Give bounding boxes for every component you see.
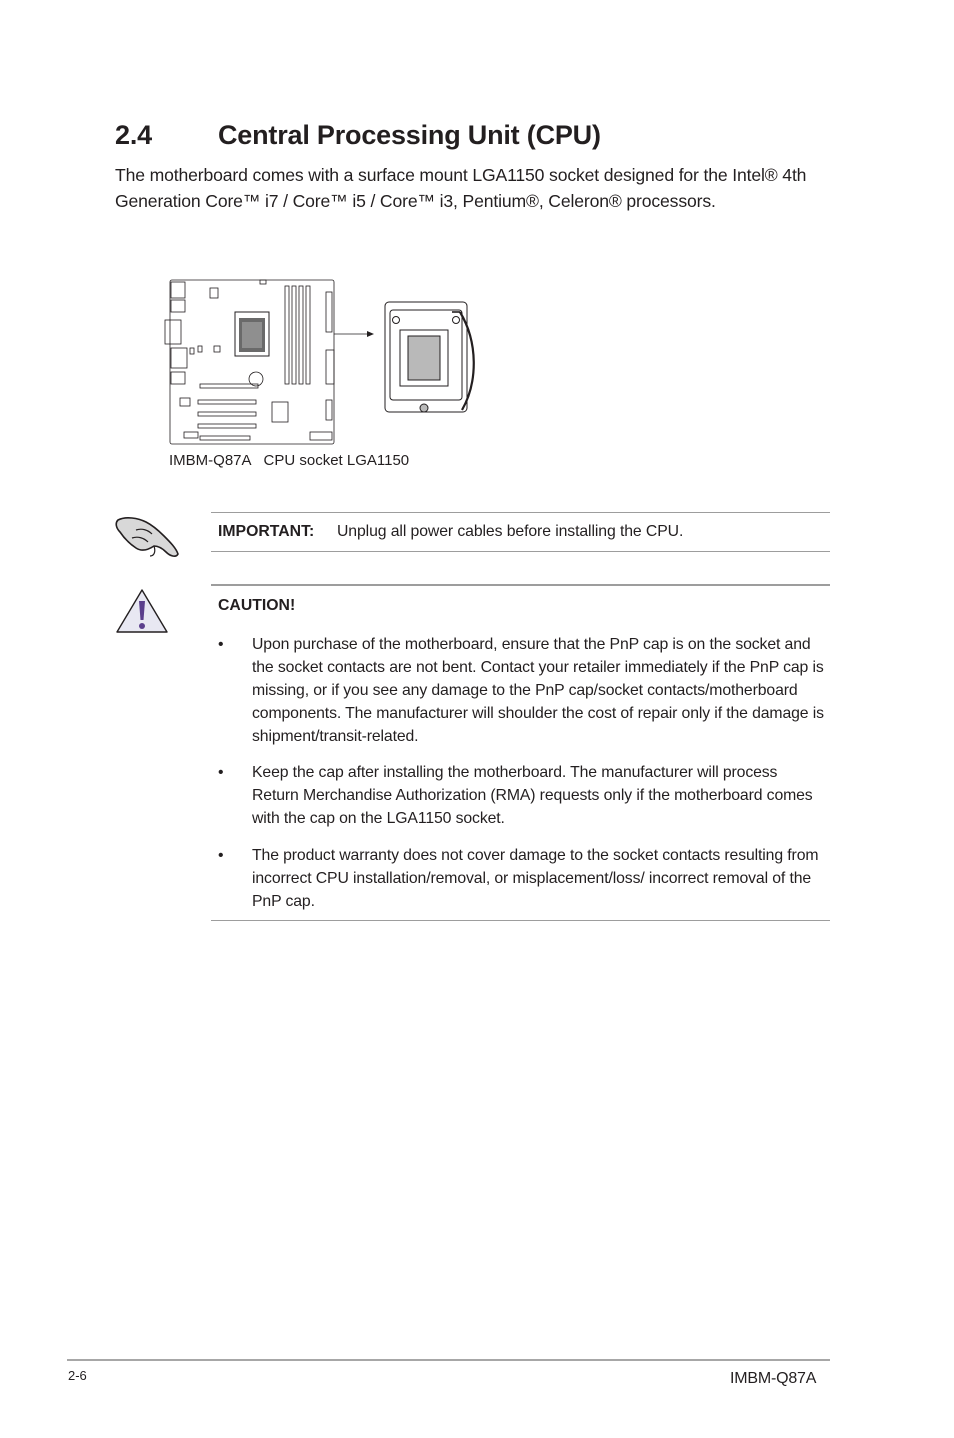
caution-note	[211, 584, 830, 921]
io-block	[171, 282, 185, 298]
footer-product-name: IMBM-Q87A	[730, 1370, 817, 1387]
important-note	[211, 512, 830, 552]
callout-arrow	[367, 331, 374, 337]
important-label: IMPORTANT:	[218, 523, 315, 540]
figure-caption	[169, 451, 489, 471]
caption-text: CPU socket LGA1150	[263, 452, 410, 469]
section-number: 2.4	[115, 120, 152, 150]
motherboard-outline	[170, 280, 334, 444]
caution-item-text: Keep the cap after installing the motherboard. The manufacturer will process Return Merchandise Authorization (RMA) requests only if the motherboard comes with the cap on the LGA1150 socket.	[252, 764, 813, 827]
caution-item-text: Upon purchase of the motherboard, ensure that the PnP cap is on the socket and the socket contacts are not bent. Contact your retailer immediately if the PnP cap is missing, or if you see any damage to the PnP cap/socket contacts/motherboard components. The manufacturer will shoulder the cost of repair only if the damage is shipment/transit-related.	[252, 636, 824, 745]
intro-paragraph: The motherboard comes with a surface mount LGA1150 socket designed for the Intel® 4th Generation Core™ i7 / Core™ i5 / Core™ i3, Pentium®, Celeron® processors.	[115, 165, 807, 211]
bullet-mark: •	[218, 636, 224, 653]
section-title: Central Processing Unit (CPU)	[218, 120, 601, 150]
bullet-mark: •	[218, 764, 224, 781]
section-heading	[115, 116, 875, 156]
important-text: Unplug all power cables before installing the CPU.	[337, 523, 684, 540]
cpu-socket-diagram	[160, 272, 490, 452]
bullet-mark: •	[218, 847, 224, 864]
caution-label: CAUTION!	[218, 597, 296, 614]
warning-triangle-icon	[115, 587, 169, 635]
hand-pointer-icon	[112, 508, 182, 562]
lga1150-socket-detail	[385, 302, 474, 412]
page-number: 2-6	[68, 1368, 87, 1383]
caption-model: IMBM-Q87A	[169, 452, 252, 469]
caution-item-text: The product warranty does not cover damage to the socket contacts resulting from incorrect CPU installation/removal, or misplacement/loss/ incorrect removal of the PnP cap.	[252, 847, 819, 910]
footer-rule	[67, 1359, 830, 1361]
